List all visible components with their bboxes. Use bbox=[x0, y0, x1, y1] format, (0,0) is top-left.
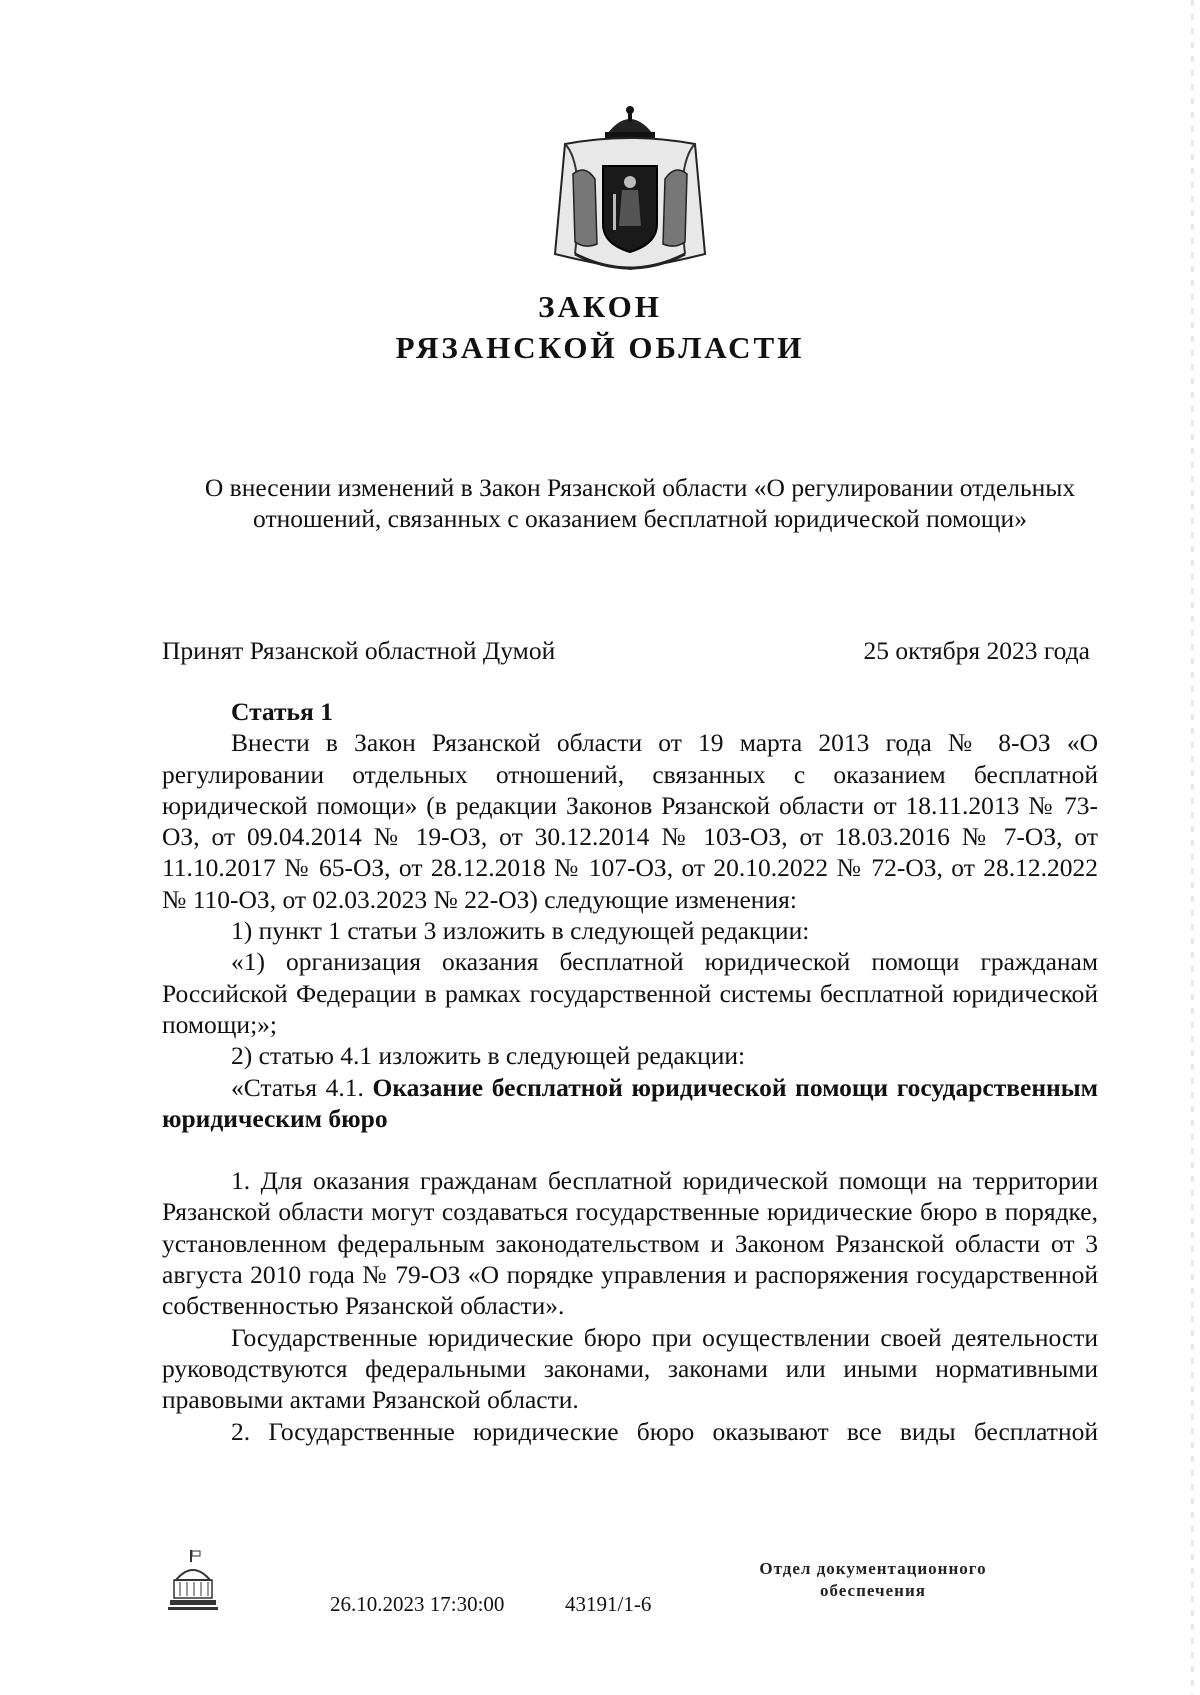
law-body bbox=[162, 696, 1098, 1447]
scan-edge bbox=[1191, 0, 1194, 1695]
law-subject: О внесении изменений в Закон Рязанской области «О регулировании отдельных отношений, связанных с оказанием бесплатной юридической помощи» bbox=[204, 473, 1076, 533]
registration-number: 43191/1-6 bbox=[565, 1592, 652, 1616]
spacer bbox=[162, 1134, 1098, 1165]
department-line-1: Отдел документационного bbox=[759, 1559, 987, 1578]
paragraph-1: 1. Для оказания гражданам бесплатной юридической помощи на территории Рязанской области могут создаваться государственные юридические бюро в порядке, установленном федеральным законодательством и Законом Рязанской области от 3 августа 2010 года № 79-ОЗ «О порядке управления и распоряжения государственной собственностью Рязанской области». bbox=[162, 1166, 1098, 1321]
ryazan-coat-of-arms-icon bbox=[545, 104, 715, 282]
paragraph-2: 2. Государственные юридические бюро оказывают все виды бесплатной bbox=[231, 1416, 1098, 1446]
department-line-2: обеспечения bbox=[820, 1581, 926, 1600]
amendment-item-1-text: «1) организация оказания бесплатной юридической помощи гражданам Российской Федерации в рамках государственной системы бесплатной юридической помощи;»; bbox=[162, 947, 1098, 1039]
adoption-date: 25 октября 2023 года bbox=[863, 636, 1090, 665]
amendment-item-2: 2) статью 4.1 изложить в следующей редакции: bbox=[231, 1041, 746, 1071]
article-intro: Внести в Закон Рязанской области от 19 марта 2013 года № 8-ОЗ «О регулировании отдельных отношений, связанных с оказанием бесплатной юридической помощи» (в редакции Законов Рязанской области от 18.11.2013 № 73-ОЗ, от 09.04.2014 № 19-ОЗ, от 30.12.2014 № 103-ОЗ, от 18.03.2016 № 7-ОЗ, от 11.10.2017 № 65-ОЗ, от 28.12.2018 № 107-ОЗ, от 20.10.2022 № 72-ОЗ, от 28.12.2022 № 110-ОЗ, от 02.03.2023 № 22-ОЗ) следующие изменения: bbox=[162, 728, 1098, 914]
amendment-item-1: 1) пункт 1 статьи 3 изложить в следующей редакции: bbox=[231, 916, 810, 946]
document-issuer-title: РЯЗАНСКОЙ ОБЛАСТИ bbox=[395, 330, 805, 365]
article-4-1-prefix: «Статья 4.1. bbox=[231, 1072, 364, 1102]
adoption-body: Принят Рязанской областной Думой bbox=[162, 636, 556, 665]
article-4-1-heading bbox=[162, 1072, 1098, 1135]
department-stamp bbox=[738, 1558, 1008, 1602]
article-heading: Статья 1 bbox=[231, 697, 333, 726]
article-4-1-title: Оказание бесплатной юридической помощи государственным юридическим бюро bbox=[162, 1072, 1098, 1133]
document-type-title: ЗАКОН bbox=[538, 289, 662, 324]
paragraph-1b: Государственные юридические бюро при осуществлении своей деятельности руководствуются федеральными законами, законами или иными нормативными правовыми актами Рязанской области. bbox=[162, 1322, 1098, 1415]
registration-datetime: 26.10.2023 17:30:00 bbox=[330, 1592, 505, 1616]
duma-building-icon bbox=[168, 1550, 218, 1612]
